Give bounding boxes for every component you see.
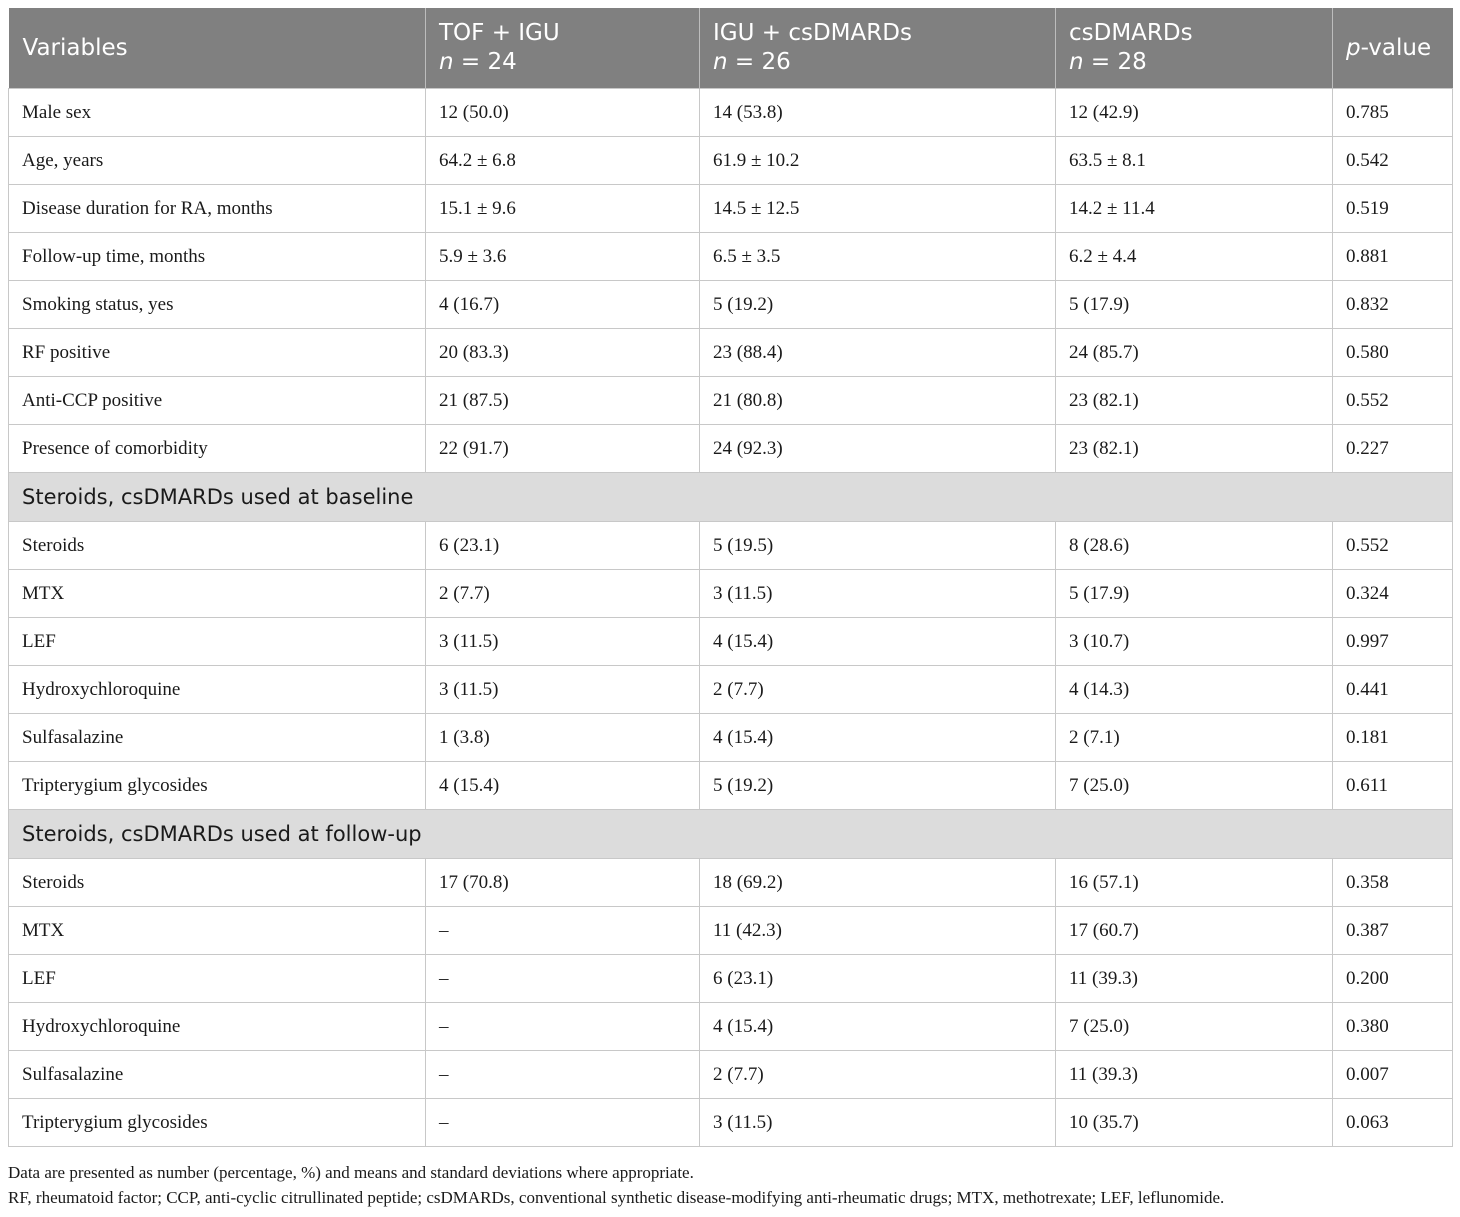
row-group-value: 21 (80.8) bbox=[700, 377, 1056, 425]
row-group-value: – bbox=[426, 1003, 700, 1051]
row-p-value: 0.997 bbox=[1333, 618, 1453, 666]
row-group-value: 4 (15.4) bbox=[700, 714, 1056, 762]
row-group-value: – bbox=[426, 1099, 700, 1147]
table-row bbox=[9, 1003, 1453, 1051]
row-variable-label: Steroids bbox=[9, 522, 426, 570]
row-group-value: 3 (11.5) bbox=[426, 618, 700, 666]
row-variable-label: LEF bbox=[9, 955, 426, 1003]
row-group-value: 24 (92.3) bbox=[700, 425, 1056, 473]
row-group-value: 11 (39.3) bbox=[1056, 1051, 1333, 1099]
row-group-value: 3 (11.5) bbox=[426, 666, 700, 714]
header-row bbox=[9, 8, 1453, 89]
table-row bbox=[9, 137, 1453, 185]
row-variable-label: Age, years bbox=[9, 137, 426, 185]
row-group-value: 63.5 ± 8.1 bbox=[1056, 137, 1333, 185]
table-row bbox=[9, 89, 1453, 137]
section-row bbox=[9, 473, 1453, 522]
row-group-value: 4 (15.4) bbox=[700, 1003, 1056, 1051]
header-group-csdmards bbox=[1056, 8, 1333, 89]
header-group-igu-csdmards bbox=[700, 8, 1056, 89]
group2-count: n = 26 bbox=[713, 49, 791, 75]
table-row bbox=[9, 955, 1453, 1003]
row-group-value: 8 (28.6) bbox=[1056, 522, 1333, 570]
table-row bbox=[9, 762, 1453, 810]
row-variable-label: Smoking status, yes bbox=[9, 281, 426, 329]
row-variable-label: Presence of comorbidity bbox=[9, 425, 426, 473]
row-group-value: 5.9 ± 3.6 bbox=[426, 233, 700, 281]
table-row bbox=[9, 714, 1453, 762]
row-p-value: 0.227 bbox=[1333, 425, 1453, 473]
row-p-value: 0.007 bbox=[1333, 1051, 1453, 1099]
row-p-value: 0.881 bbox=[1333, 233, 1453, 281]
row-group-value: 5 (19.2) bbox=[700, 281, 1056, 329]
row-group-value: 14.2 ± 11.4 bbox=[1056, 185, 1333, 233]
row-group-value: 16 (57.1) bbox=[1056, 859, 1333, 907]
row-group-value: 7 (25.0) bbox=[1056, 762, 1333, 810]
table-row bbox=[9, 907, 1453, 955]
row-p-value: 0.380 bbox=[1333, 1003, 1453, 1051]
row-variable-label: Anti-CCP positive bbox=[9, 377, 426, 425]
section-heading-baseline: Steroids, csDMARDs used at baseline bbox=[9, 473, 1453, 522]
row-group-value: 4 (15.4) bbox=[426, 762, 700, 810]
row-p-value: 0.785 bbox=[1333, 89, 1453, 137]
row-group-value: 4 (14.3) bbox=[1056, 666, 1333, 714]
row-p-value: 0.542 bbox=[1333, 137, 1453, 185]
row-group-value: 7 (25.0) bbox=[1056, 1003, 1333, 1051]
row-group-value: 17 (70.8) bbox=[426, 859, 700, 907]
row-group-value: 23 (88.4) bbox=[700, 329, 1056, 377]
row-group-value: 5 (17.9) bbox=[1056, 281, 1333, 329]
row-group-value: 6.5 ± 3.5 bbox=[700, 233, 1056, 281]
group1-name: TOF + IGU bbox=[439, 20, 560, 46]
table-row bbox=[9, 233, 1453, 281]
row-group-value: 21 (87.5) bbox=[426, 377, 700, 425]
row-variable-label: Disease duration for RA, months bbox=[9, 185, 426, 233]
row-group-value: 14 (53.8) bbox=[700, 89, 1056, 137]
row-p-value: 0.063 bbox=[1333, 1099, 1453, 1147]
row-group-value: 22 (91.7) bbox=[426, 425, 700, 473]
table-row bbox=[9, 1051, 1453, 1099]
row-p-value: 0.324 bbox=[1333, 570, 1453, 618]
row-group-value: 3 (11.5) bbox=[700, 570, 1056, 618]
row-group-value: 6.2 ± 4.4 bbox=[1056, 233, 1333, 281]
table-header bbox=[9, 8, 1453, 89]
row-group-value: 11 (39.3) bbox=[1056, 955, 1333, 1003]
table-footnotes bbox=[8, 1160, 1452, 1210]
row-variable-label: Hydroxychloroquine bbox=[9, 666, 426, 714]
row-group-value: 61.9 ± 10.2 bbox=[700, 137, 1056, 185]
row-group-value: 17 (60.7) bbox=[1056, 907, 1333, 955]
header-p-value: p-value bbox=[1333, 8, 1453, 89]
row-group-value: 2 (7.7) bbox=[700, 1051, 1056, 1099]
footnote-abbreviations: RF, rheumatoid factor; CCP, anti-cyclic citrullinated peptide; csDMARDs, conventional synthetic disease-modifying anti-rheumatic drugs; MTX, methotrexate; LEF, leflunomide. bbox=[8, 1188, 1225, 1207]
row-p-value: 0.181 bbox=[1333, 714, 1453, 762]
header-variables: Variables bbox=[9, 8, 426, 89]
table-row bbox=[9, 666, 1453, 714]
baseline-characteristics-table bbox=[8, 8, 1453, 1147]
row-variable-label: Male sex bbox=[9, 89, 426, 137]
row-p-value: 0.441 bbox=[1333, 666, 1453, 714]
row-group-value: 5 (19.2) bbox=[700, 762, 1056, 810]
row-group-value: 18 (69.2) bbox=[700, 859, 1056, 907]
row-group-value: 2 (7.7) bbox=[426, 570, 700, 618]
group1-count: n = 24 bbox=[439, 49, 517, 75]
row-variable-label: Sulfasalazine bbox=[9, 1051, 426, 1099]
row-variable-label: Steroids bbox=[9, 859, 426, 907]
row-group-value: 1 (3.8) bbox=[426, 714, 700, 762]
row-group-value: 20 (83.3) bbox=[426, 329, 700, 377]
section-heading-followup: Steroids, csDMARDs used at follow-up bbox=[9, 810, 1453, 859]
row-group-value: 64.2 ± 6.8 bbox=[426, 137, 700, 185]
row-group-value: – bbox=[426, 955, 700, 1003]
footnote-data-presentation: Data are presented as number (percentage, %) and means and standard deviations where appropriate. bbox=[8, 1163, 694, 1182]
row-group-value: 3 (11.5) bbox=[700, 1099, 1056, 1147]
row-p-value: 0.611 bbox=[1333, 762, 1453, 810]
row-variable-label: Follow-up time, months bbox=[9, 233, 426, 281]
row-group-value: 23 (82.1) bbox=[1056, 377, 1333, 425]
row-group-value: – bbox=[426, 1051, 700, 1099]
table-row bbox=[9, 618, 1453, 666]
table-row bbox=[9, 281, 1453, 329]
row-variable-label: Tripterygium glycosides bbox=[9, 762, 426, 810]
row-p-value: 0.552 bbox=[1333, 522, 1453, 570]
row-variable-label: MTX bbox=[9, 907, 426, 955]
row-variable-label: Sulfasalazine bbox=[9, 714, 426, 762]
row-variable-label: Hydroxychloroquine bbox=[9, 1003, 426, 1051]
group3-count: n = 28 bbox=[1069, 49, 1147, 75]
row-group-value: 6 (23.1) bbox=[426, 522, 700, 570]
row-p-value: 0.552 bbox=[1333, 377, 1453, 425]
row-group-value: 4 (16.7) bbox=[426, 281, 700, 329]
row-p-value: 0.832 bbox=[1333, 281, 1453, 329]
row-p-value: 0.358 bbox=[1333, 859, 1453, 907]
table-row bbox=[9, 859, 1453, 907]
row-group-value: 15.1 ± 9.6 bbox=[426, 185, 700, 233]
table-row bbox=[9, 185, 1453, 233]
row-p-value: 0.519 bbox=[1333, 185, 1453, 233]
row-p-value: 0.580 bbox=[1333, 329, 1453, 377]
row-group-value: 14.5 ± 12.5 bbox=[700, 185, 1056, 233]
group3-name: csDMARDs bbox=[1069, 20, 1193, 46]
row-p-value: 0.387 bbox=[1333, 907, 1453, 955]
table-row bbox=[9, 377, 1453, 425]
row-group-value: 3 (10.7) bbox=[1056, 618, 1333, 666]
row-group-value: 11 (42.3) bbox=[700, 907, 1056, 955]
row-group-value: 5 (17.9) bbox=[1056, 570, 1333, 618]
row-group-value: 2 (7.7) bbox=[700, 666, 1056, 714]
row-variable-label: RF positive bbox=[9, 329, 426, 377]
table-row bbox=[9, 522, 1453, 570]
table-body bbox=[9, 89, 1453, 1147]
row-p-value: 0.200 bbox=[1333, 955, 1453, 1003]
row-group-value: – bbox=[426, 907, 700, 955]
row-group-value: 5 (19.5) bbox=[700, 522, 1056, 570]
row-group-value: 6 (23.1) bbox=[700, 955, 1056, 1003]
row-group-value: 4 (15.4) bbox=[700, 618, 1056, 666]
table-container bbox=[8, 8, 1452, 1147]
row-variable-label: LEF bbox=[9, 618, 426, 666]
row-group-value: 12 (42.9) bbox=[1056, 89, 1333, 137]
table-row bbox=[9, 570, 1453, 618]
row-group-value: 2 (7.1) bbox=[1056, 714, 1333, 762]
row-variable-label: Tripterygium glycosides bbox=[9, 1099, 426, 1147]
table-row bbox=[9, 329, 1453, 377]
table-row bbox=[9, 425, 1453, 473]
section-row bbox=[9, 810, 1453, 859]
header-group-tof-igu bbox=[426, 8, 700, 89]
group2-name: IGU + csDMARDs bbox=[713, 20, 912, 46]
table-row bbox=[9, 1099, 1453, 1147]
row-variable-label: MTX bbox=[9, 570, 426, 618]
row-group-value: 23 (82.1) bbox=[1056, 425, 1333, 473]
row-group-value: 10 (35.7) bbox=[1056, 1099, 1333, 1147]
row-group-value: 12 (50.0) bbox=[426, 89, 700, 137]
row-group-value: 24 (85.7) bbox=[1056, 329, 1333, 377]
